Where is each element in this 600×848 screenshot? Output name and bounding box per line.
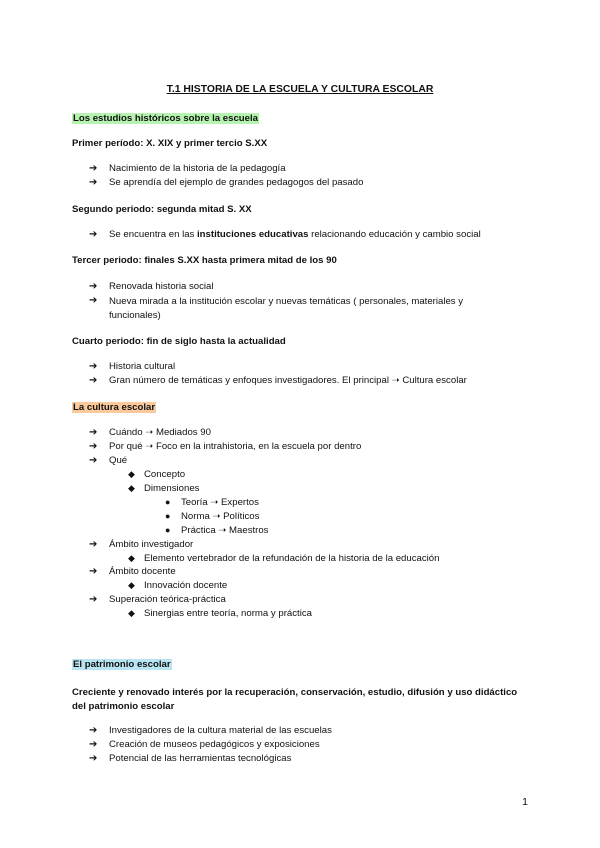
arrow-icon: ➔ <box>89 455 98 466</box>
item-text: Teoría ➝ Expertos <box>181 497 259 508</box>
item-text: Nueva mirada a la institución escolar y nuevas temáticas ( personales, materiales y funcionales) <box>109 296 464 321</box>
arrow-icon: ➔ <box>89 441 98 452</box>
heading-text: Los estudios históricos sobre la escuela <box>73 113 259 124</box>
list-item <box>89 427 211 438</box>
item-text: Qué <box>109 455 128 466</box>
arrow-icon: ➔ <box>89 539 98 550</box>
arrow-icon: ➔ <box>89 739 98 750</box>
arrow-icon: ➔ <box>89 229 98 240</box>
list-item <box>89 229 481 240</box>
list-item <box>89 177 363 188</box>
arrow-icon: ➔ <box>89 361 98 372</box>
heading-text: La cultura escolar <box>73 402 156 413</box>
list-item <box>89 375 467 386</box>
item-text-pre: Se encuentra en las <box>109 229 198 240</box>
list-item <box>165 497 259 508</box>
item-text: Práctica ➝ Maestros <box>181 525 269 536</box>
item-text: Por qué ➝ Foco en la intrahistoria, en la escuela por dentro <box>109 441 362 452</box>
list-item <box>128 483 199 494</box>
item-text: Sinergias entre teoría, norma y práctica <box>144 608 312 619</box>
bullet-icon: ● <box>165 525 171 535</box>
arrow-icon: ➔ <box>89 427 98 438</box>
arrow-icon: ➔ <box>89 566 98 577</box>
list-item <box>165 525 268 536</box>
section-heading-estudios <box>72 113 259 124</box>
period-3-label: Tercer periodo: finales S.XX hasta primera mitad de los 90 <box>72 255 337 266</box>
list-item <box>89 441 361 452</box>
list-item <box>89 361 175 372</box>
period-2-label: Segundo periodo: segunda mitad S. XX <box>72 204 252 215</box>
list-item <box>128 608 312 619</box>
list-item <box>89 753 291 764</box>
bullet-icon: ● <box>165 511 171 521</box>
list-item <box>89 163 286 174</box>
diamond-icon: ◆ <box>128 469 135 479</box>
list-item <box>128 553 439 564</box>
diamond-icon: ◆ <box>128 553 135 563</box>
page-title: T.1 HISTORIA DE LA ESCUELA Y CULTURA ESCOLAR <box>166 84 434 95</box>
list-item <box>89 539 193 550</box>
arrow-icon: ➔ <box>89 295 98 306</box>
section-heading-patrimonio <box>72 659 172 670</box>
list-item <box>89 594 226 605</box>
list-item <box>89 739 320 750</box>
page-number: 1 <box>522 796 528 808</box>
patrimonio-intro: Creciente y renovado interés por la recuperación, conservación, estudio, difusión y uso didáctico del patrimonio escolar <box>72 687 518 712</box>
diamond-icon: ◆ <box>128 580 135 590</box>
period-4-label: Cuarto periodo: fin de siglo hasta la actualidad <box>72 336 286 347</box>
diamond-icon: ◆ <box>128 483 135 493</box>
item-text: Historia cultural <box>109 361 176 372</box>
arrow-icon: ➔ <box>89 594 98 605</box>
item-text: Superación teórica-práctica <box>109 594 226 605</box>
arrow-icon: ➔ <box>89 753 98 764</box>
item-text: Investigadores de la cultura material de las escuelas <box>109 725 332 736</box>
item-text: Creación de museos pedagógicos y exposiciones <box>109 739 320 750</box>
item-text: Concepto <box>144 469 186 480</box>
arrow-icon: ➔ <box>89 177 98 188</box>
item-text: Gran número de temáticas y enfoques investigadores. El principal ➝ Cultura escolar <box>109 375 467 386</box>
list-item <box>128 580 227 591</box>
item-text: Potencial de las herramientas tecnológicas <box>109 753 292 764</box>
item-text: Norma ➝ Políticos <box>181 511 260 522</box>
arrow-icon: ➔ <box>89 163 98 174</box>
item-text: Se aprendía del ejemplo de grandes pedagogos del pasado <box>109 177 364 188</box>
list-item <box>89 281 214 292</box>
item-text-post: relacionando educación y cambio social <box>308 229 481 240</box>
list-item <box>165 511 259 522</box>
section-heading-cultura <box>72 402 156 413</box>
arrow-icon: ➔ <box>89 281 98 292</box>
item-text <box>109 229 481 240</box>
arrow-icon: ➔ <box>89 725 98 736</box>
list-item <box>89 455 127 466</box>
list-item <box>89 566 176 577</box>
list-item <box>89 295 489 323</box>
bullet-icon: ● <box>165 497 171 507</box>
item-text: Renovada historia social <box>109 281 214 292</box>
heading-text: El patrimonio escolar <box>73 659 171 670</box>
diamond-icon: ◆ <box>128 608 135 618</box>
item-text: Nacimiento de la historia de la pedagogía <box>109 163 286 174</box>
arrow-icon: ➔ <box>89 375 98 386</box>
item-text: Ámbito docente <box>109 566 176 577</box>
item-text: Elemento vertebrador de la refundación de la historia de la educación <box>144 553 440 564</box>
item-text-bold: instituciones educativas <box>197 229 309 240</box>
item-text: Dimensiones <box>144 483 200 494</box>
period-1-label: Primer período: X. XIX y primer tercio S.XX <box>72 138 268 149</box>
item-text: Innovación docente <box>144 580 228 591</box>
list-item <box>89 725 332 736</box>
item-text: Cuándo ➝ Mediados 90 <box>109 427 211 438</box>
list-item <box>128 469 185 480</box>
item-text: Ámbito investigador <box>109 539 194 550</box>
